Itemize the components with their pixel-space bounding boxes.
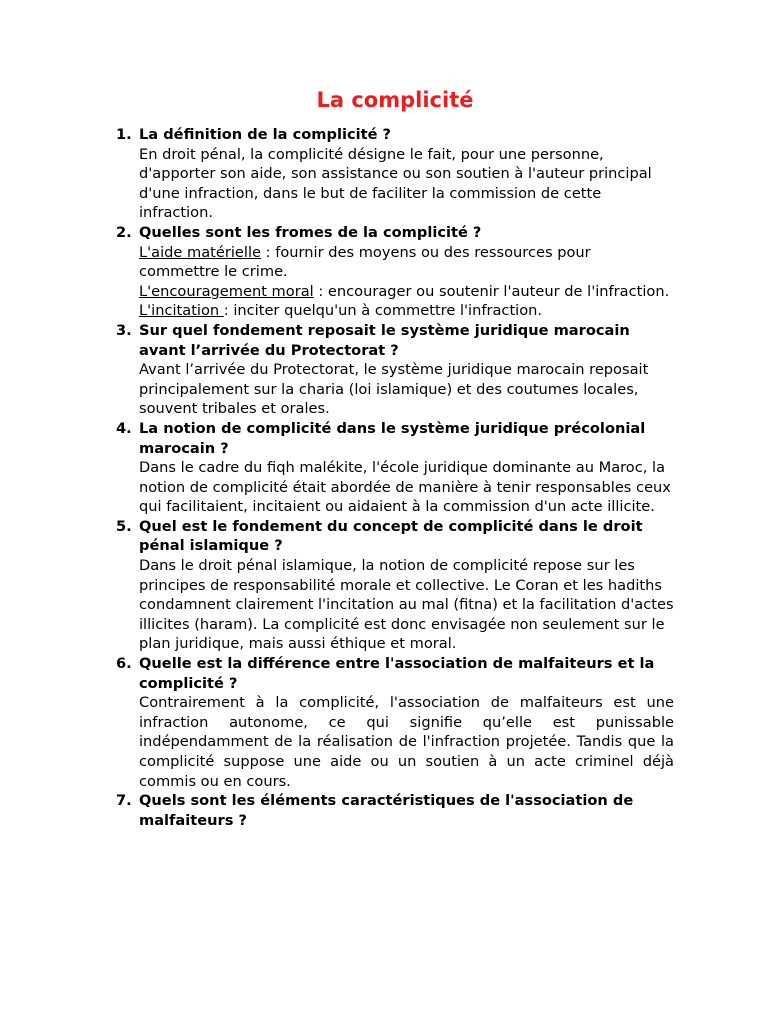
list-item (116, 125, 674, 223)
item-number: 6. (116, 655, 132, 673)
list-item (116, 223, 674, 321)
answer-text: Dans le cadre du fiqh malékite, l'école juridique dominante au Maroc, la notion de complicité était abordée de manière à tenir responsables ceux qui facilitaient, incitaient ou aidaient à la commission d'un acte illicite. (139, 459, 671, 516)
answer-text: Avant l’arrivée du Protectorat, le système juridique marocain reposait principalement sur la charia (loi islamique) et des coutumes locales, souvent tribales et orales. (139, 361, 649, 418)
question-text: Quel est le fondement du concept de complicité dans le droit pénal islamique ? (139, 517, 643, 555)
item-number: 3. (116, 321, 132, 339)
answer-text: En droit pénal, la complicité désigne le fait, pour une personne, d'apporter son aide, son assistance ou son soutien à l'auteur principal d'une infraction, dans le but de faciliter la commission de cette infraction. (139, 145, 652, 222)
form-description: : inciter quelqu'un à commettre l'infraction. (223, 302, 543, 320)
question-text: Quelle est la différence entre l'association de malfaiteurs et la complicité ? (139, 655, 655, 692)
question-text: Quels sont les éléments caractéristiques de l'association de malfaiteurs ? (139, 792, 634, 829)
list-item (116, 517, 674, 654)
form-description: : encourager ou soutenir l'auteur de l'infraction. (313, 282, 670, 300)
list-item (116, 321, 674, 419)
list-item (116, 419, 674, 517)
question-text: Sur quel fondement reposait le système juridique marocain avant l’arrivée du Protectorat ? (139, 321, 630, 359)
item-number: 2. (116, 223, 132, 241)
item-number: 5. (116, 517, 132, 535)
question-text: Quelles sont les fromes de la complicité ? (139, 223, 482, 241)
item-number: 1. (116, 126, 132, 143)
form-description: : fournir des moyens ou des ressources pour commettre le crime. (139, 243, 591, 281)
form-term: L'aide matérielle (139, 243, 262, 261)
form-term: L'encouragement moral (139, 282, 314, 300)
answer-text: Dans le droit pénal islamique, la notion de complicité repose sur les principes de responsabilité morale et collective. Le Coran et les hadiths condamnent clairement l'incitation au mal (fitna) et la facilitation d'actes illicites (haram). La complicité est donc envisagée non seulement sur le plan juridique, mais aussi éthique et moral. (139, 557, 674, 653)
question-list (116, 125, 674, 830)
item-number: 7. (116, 792, 132, 810)
list-item (116, 791, 674, 830)
answer-text: Contrairement à la complicité, l'association de malfaiteurs est une infraction autonome, ce qui signifie qu’elle est punissable indépendamment de la réalisation de l'infraction projetée. Tandis que la complicité suppose une aide ou un soutien à un acte criminel déjà commis ou en cours. (139, 694, 674, 790)
question-text: La définition de la complicité ? (139, 126, 392, 143)
item-number: 4. (116, 419, 132, 437)
list-item (116, 654, 674, 791)
question-text: La notion de complicité dans le système juridique précolonial marocain ? (139, 419, 646, 457)
page-title: La complicité (316, 88, 474, 112)
form-entry (139, 243, 674, 282)
form-term: L'incitation (139, 302, 224, 320)
form-entry (139, 301, 674, 321)
form-entry (139, 282, 674, 302)
